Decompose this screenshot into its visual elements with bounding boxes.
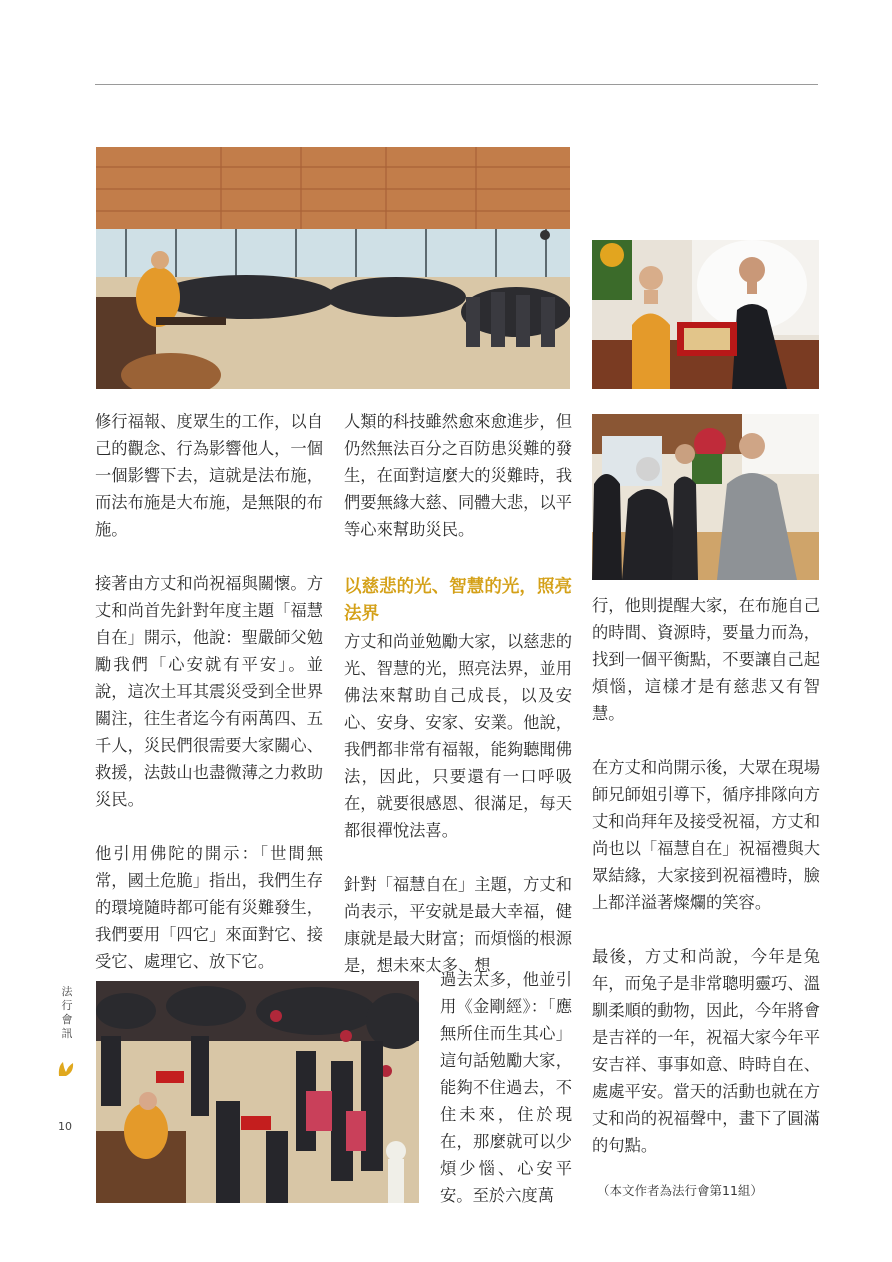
photo-hall-assembly (96, 147, 570, 389)
title-char: 訊 (61, 1027, 73, 1040)
text-column-2-continued (440, 966, 572, 1209)
author-credit: （本文作者為法行會第11組） (597, 1183, 763, 1198)
lotus-leaf-icon (57, 1060, 75, 1078)
page-number: 10 (58, 1120, 72, 1133)
paragraph: 接著由方丈和尚祝福與關懷。方丈和尚首先針對年度主題「福慧自在」開示，他說：聖嚴師父勉勵我們「心安就有平安」。並說，這次土耳其震災受到全世界關注，往生者迄今有兩萬四、五千人，災民們很需要大家關心、救援，法鼓山也盡微薄之力救助災民。 (95, 574, 323, 809)
text-column-1 (95, 408, 323, 975)
paragraph: 方丈和尚並勉勵大家，以慈悲的光、智慧的光，照亮法界，並用佛法來幫助自己成長，以及安心、安身、安家、安業。他說，我們都非常有福報，能夠聽聞佛法，因此，只要還有一口呼吸在，就要很感恩、很滿足，每天都很禪悅法喜。 (344, 632, 572, 840)
section-heading: 以慈悲的光、智慧的光，照亮法界 (344, 577, 572, 624)
paragraph: 針對「福慧自在」主題，方丈和尚表示，平安就是最大幸福，健康就是最大財富；而煩惱的根源是，想未來太多、想 (344, 875, 572, 975)
paragraph: 在方丈和尚開示後，大眾在現場師兄師姐引導下，循序排隊向方丈和尚拜年及接受祝福，方丈和尚也以「福慧自在」祝福禮與大眾結緣，大家接到祝福禮時，臉上都洋溢著燦爛的笑容。 (592, 758, 820, 912)
photo-crowd-queue (96, 981, 419, 1203)
title-char: 行 (61, 999, 73, 1012)
photo-gift-presentation (592, 240, 819, 389)
text-column-3 (592, 592, 820, 1159)
paragraph: 過去太多，他並引用《金剛經》：「應無所住而生其心」這句話勉勵大家，能夠不住過去，不住未來，住於現在，那麼就可以少煩少惱、心安平安。至於六度萬 (440, 970, 572, 1205)
title-char: 會 (61, 1013, 73, 1026)
title-char: 法 (61, 985, 73, 998)
paragraph: 人類的科技雖然愈來愈進步，但仍然無法百分之百防患災難的發生，在面對這麼大的災難時，我們要無緣大慈、同體大悲，以平等心來幫助災民。 (344, 412, 572, 539)
paragraph: 行，他則提醒大家，在布施自己的時間、資源時，要量力而為，找到一個平衡點，不要讓自己起煩惱，這樣才是有慈悲又有智慧。 (592, 596, 820, 723)
magazine-title-vertical (60, 985, 74, 1041)
top-rule (95, 84, 818, 85)
paragraph: 最後，方丈和尚說，今年是兔年，而兔子是非常聰明靈巧、溫馴柔順的動物，因此，今年將會是吉祥的一年，祝福大家今年平安吉祥、事事如意、時時自在、處處平安。當天的活動也就在方丈和尚的祝福聲中，畫下了圓滿的句點。 (592, 947, 820, 1155)
photo-blessing-greeting (592, 414, 819, 580)
text-column-2 (344, 408, 572, 979)
paragraph: 他引用佛陀的開示：「世間無常，國土危脆」指出，我們生存的環境隨時都可能有災難發生，我們要用「四它」來面對它、接受它、處理它、放下它。 (95, 844, 323, 971)
paragraph: 修行福報、度眾生的工作，以自己的觀念、行為影響他人，一個一個影響下去，這就是法布施，而法布施是大布施，是無限的布施。 (95, 412, 323, 539)
